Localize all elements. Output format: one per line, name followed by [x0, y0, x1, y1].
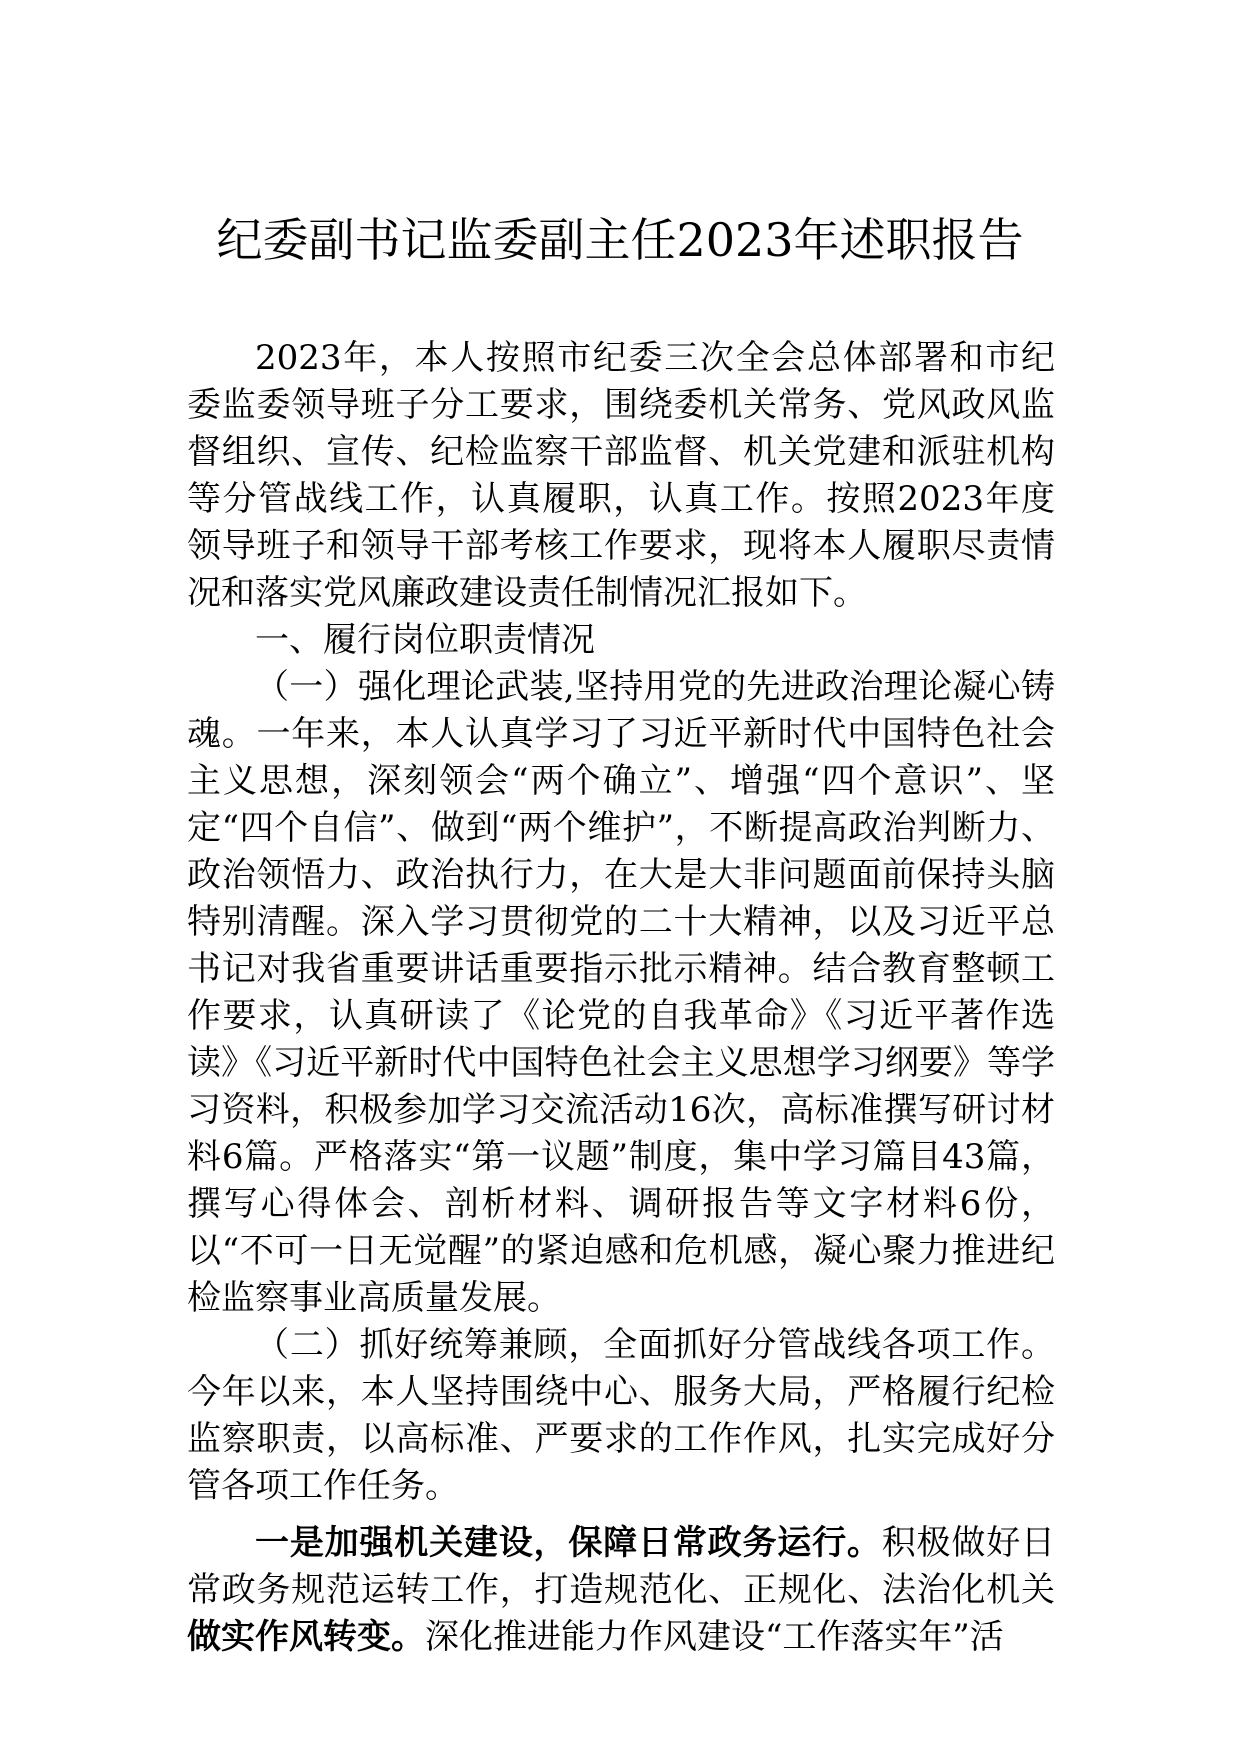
point-1-text: 积极做好日常政务规范运转工作，打造规范化、正规化、法治化机关: [187, 1523, 1056, 1610]
point-2-lead: 做实作风转变。: [187, 1617, 425, 1657]
point-2-text: 深化推进能力作风建设“工作落实年”活: [425, 1617, 1004, 1657]
point-1-lead: 一是加强机关建设，保障日常政务运行。: [255, 1523, 882, 1563]
section-1-paragraph: （一）强化理论武装,坚持用党的先进政治理论凝心铸魂。一年来，本人认真学习了习近平新时代中国特色社会主义思想，深刻领会“两个确立”、增强“四个意识”、坚定“四个自信”、做到“两个维护”，不断提高政治判断力、政治领悟力、政治执行力，在大是大非问题面前保持头脑特别清醒。深入学习贯彻党的二十大精神，以及习近平总书记对我省重要讲话重要指示批示精神。结合教育整顿工作要求，认真研读了《论党的自我革命》《习近平著作选读》《习近平新时代中国特色社会主义思想学习纲要》等学习资料，积极参加学习交流活动16次，高标准撰写研讨材料6篇。严格落实“第一议题”制度，集中学习篇目43篇，撰写心得体会、剖析材料、调研报告等文字材料6份，以“不可一日无觉醒”的紧迫感和危机感，凝心聚力推进纪检监察事业高质量发展。: [187, 667, 1055, 1318]
point-1-paragraph: [187, 1520, 1055, 1661]
document-title: 纪委副书记监委副主任2023年述职报告: [216, 213, 1024, 267]
section-2-paragraph: （二）抓好统筹兼顾，全面抓好分管战线各项工作。今年以来，本人坚持围绕中心、服务大局，严格履行纪检监察职责，以高标准、严要求的工作作风，扎实完成好分管各项工作任务。: [187, 1325, 1055, 1506]
section-heading-1: 一、履行岗位职责情况: [255, 620, 595, 660]
document-body: [187, 335, 1055, 1661]
intro-paragraph: 2023年，本人按照市纪委三次全会总体部署和市纪委监委领导班子分工要求，围绕委机关常务、党风政风监督组织、宣传、纪检监察干部监督、机关党建和派驻机构等分管战线工作，认真履职，认真工作。按照2023年度领导班子和领导干部考核工作要求，现将本人履职尽责情况和落实党风廉政建设责任制情况汇报如下。: [187, 338, 1055, 613]
